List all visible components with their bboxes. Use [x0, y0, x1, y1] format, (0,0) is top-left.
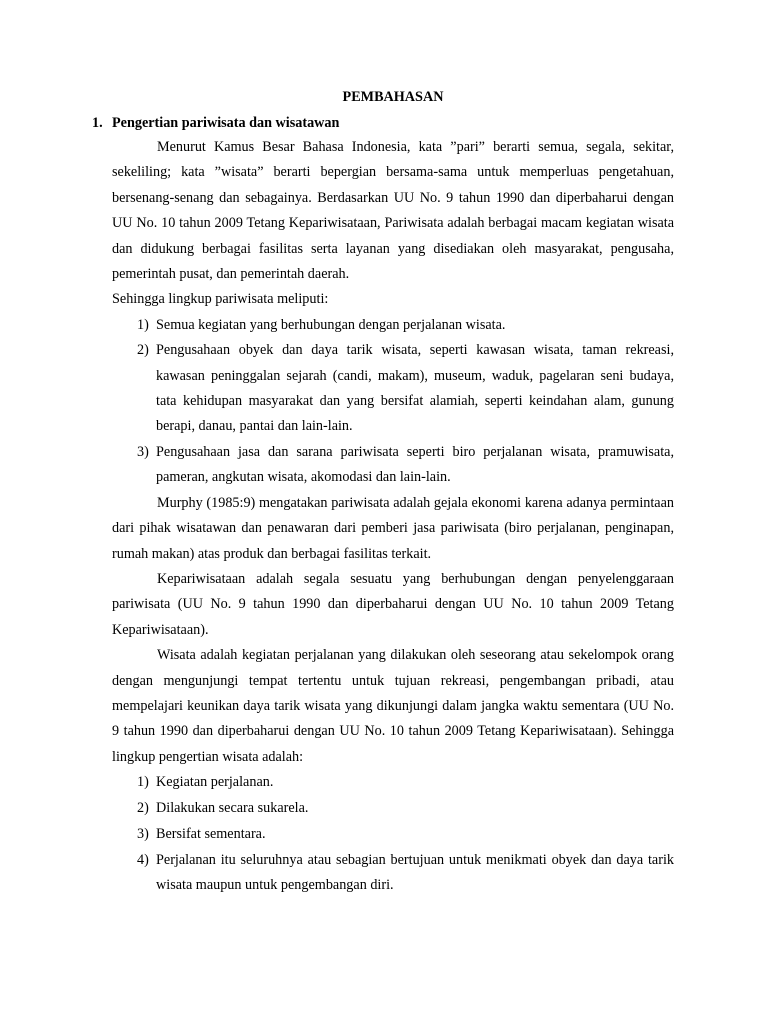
- list-item-text: Kegiatan perjalanan.: [156, 774, 274, 791]
- list-item: [112, 770, 674, 795]
- document-page: [92, 86, 674, 899]
- list-marker: 2): [137, 342, 149, 359]
- page-title: PEMBAHASAN: [342, 89, 444, 105]
- list-item-text: Dilakukan secara sukarela.: [156, 800, 309, 817]
- paragraph-definition: Menurut Kamus Besar Bahasa Indonesia, kata ”pari” berarti semua, segala, sekitar, sekeliling; kata ”wisata” berarti bepergian bersama-sama untuk memperluas pengetahuan, bersenang-senang dan sebagainya. Berdasarkan UU No. 9 tahun 1990 dan diperbaharui dengan UU No. 10 tahun 2009 Tetang Kepariwisataan, Pariwisata adalah berbagai macam kegiatan wisata dan didukung berbagai fasilitas serta layanan yang disediakan oleh masyarakat, pengusaha, pemerintah pusat, dan pemerintah daerah.: [112, 139, 674, 283]
- scope-list: [112, 313, 674, 491]
- list-marker: 1): [137, 316, 149, 333]
- wisata-list: [112, 770, 674, 899]
- list-item-text: Bersifat sementara.: [156, 825, 266, 842]
- paragraph-wisata: Wisata adalah kegiatan perjalanan yang dilakukan oleh seseorang atau sekelompok orang dengan mengunjungi tempat tertentu untuk tujuan rekreasi, pengembangan pribadi, atau mempelajari keunikan daya tarik wisata yang dikunjungi dalam jangka waktu sementara (UU No. 9 tahun 1990 dan diperbaharui dengan UU No. 10 tahun 2009 Tetang Kepariwisataan). Sehingga lingkup pengertian wisata adalah:: [112, 647, 674, 765]
- section-heading-text: Pengertian pariwisata dan wisatawan: [112, 115, 340, 131]
- list-item: [112, 848, 674, 899]
- list-item: [112, 822, 674, 847]
- list-item-text: Pengusahaan jasa dan sarana pariwisata seperti biro perjalanan wisata, pramuwisata, pameran, angkutan wisata, akomodasi dan lain-lain.: [156, 443, 674, 486]
- paragraph-kepariwisataan: Kepariwisataan adalah segala sesuatu yang berhubungan dengan penyelenggaraan pariwisata (UU No. 9 tahun 1990 dan diperbaharui dengan UU No. 10 tahun 2009 Tetang Kepariwisataan).: [112, 570, 674, 638]
- list-item: [112, 338, 674, 440]
- list-item: [112, 796, 674, 821]
- list-item-text: Perjalanan itu seluruhnya atau sebagian bertujuan untuk menikmati obyek dan daya tarik wisata maupun untuk pengembangan diri.: [156, 851, 674, 894]
- list-item-text: Pengusahaan obyek dan daya tarik wisata, seperti kawasan wisata, taman rekreasi, kawasan peninggalan sejarah (candi, makam), museum, waduk, pagelaran seni budaya, tata kehidupan masyarakat dan yang bersifat alamiah, seperti keindahan alam, gunung berapi, danau, pantai dan lain-lain.: [156, 342, 674, 435]
- section-heading: [92, 112, 674, 135]
- list-item: [112, 313, 674, 338]
- list-marker: 3): [137, 825, 149, 842]
- list-item: [112, 440, 674, 491]
- paragraph-murphy: Murphy (1985:9) mengatakan pariwisata adalah gejala ekonomi karena adanya permintaan dari pihak wisatawan dan penawaran dari pemberi jasa pariwisata (biro perjalanan, penginapan, rumah makan) atas produk dan berbagai fasilitas terkait.: [112, 494, 674, 562]
- list-marker: 4): [137, 851, 149, 868]
- list-item-text: Semua kegiatan yang berhubungan dengan perjalanan wisata.: [156, 316, 506, 333]
- scope-intro: Sehingga lingkup pariwisata meliputi:: [112, 291, 329, 308]
- list-marker: 2): [137, 800, 149, 817]
- list-marker: 3): [137, 443, 149, 460]
- list-marker: 1): [137, 774, 149, 791]
- section-number: 1.: [92, 115, 103, 131]
